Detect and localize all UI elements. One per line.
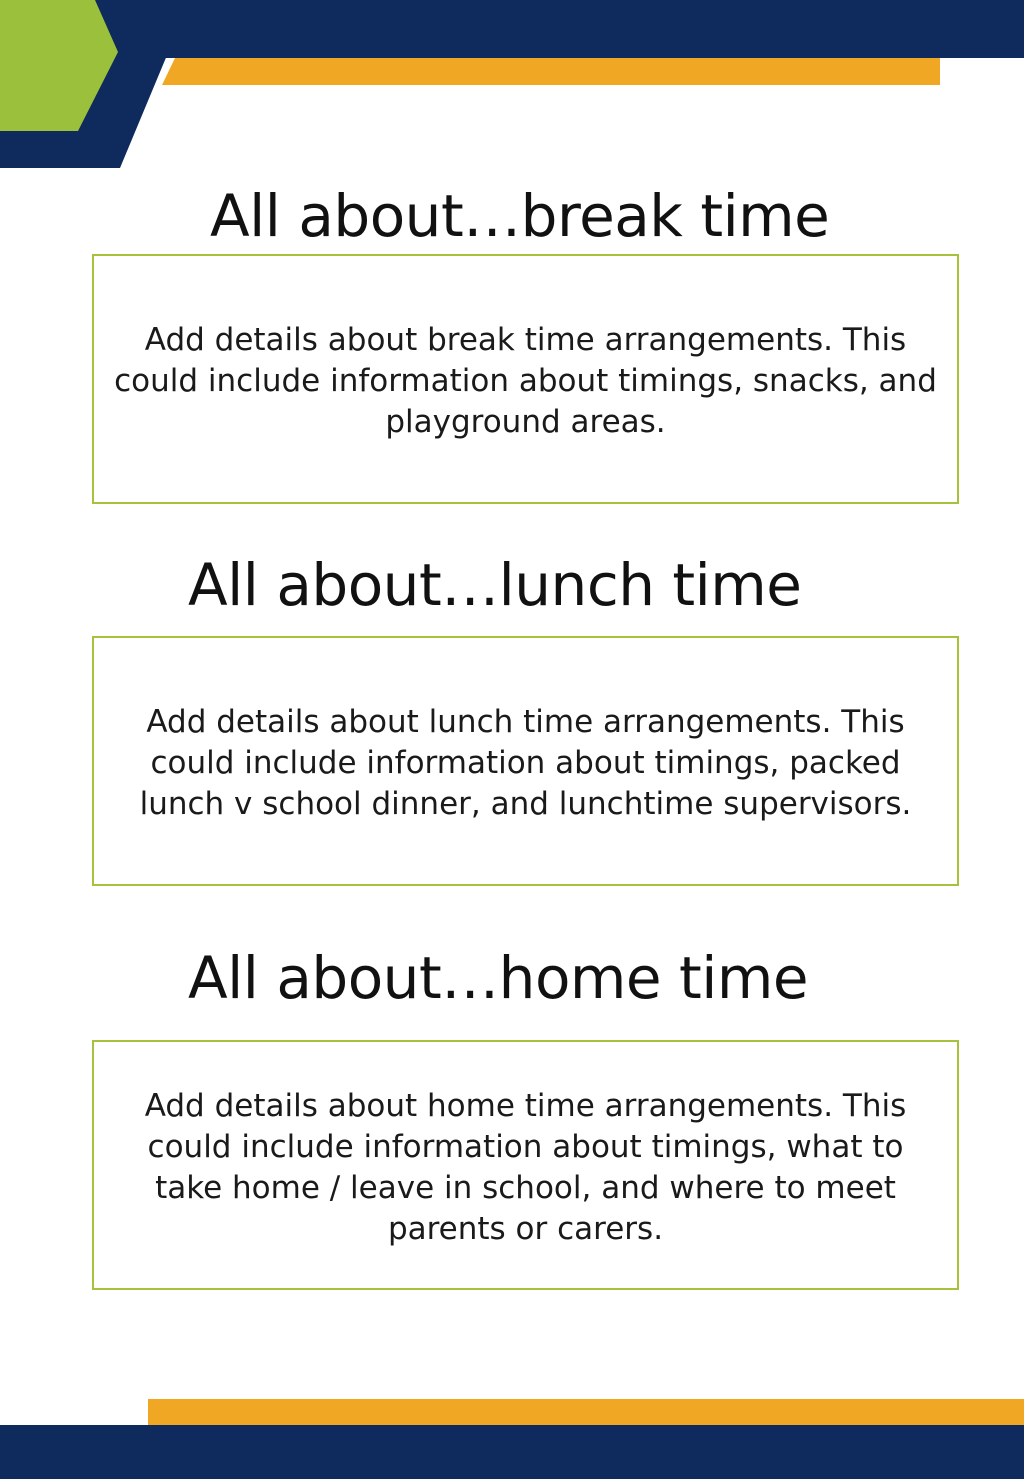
header-orange-stripe: [162, 58, 940, 85]
break-time-details: Add details about break time arrangements. This could include information about timings, snacks, and playground areas.: [114, 322, 937, 440]
footer-orange-stripe: [148, 1399, 1024, 1425]
home-time-title: All about…home time: [188, 944, 809, 1012]
lunch-time-details: Add details about lunch time arrangements. This could include information about timings, packed lunch v school dinner, and lunchtime supervisors.: [139, 704, 912, 822]
lunch-time-box: [92, 636, 959, 886]
footer-navy-band: [0, 1425, 1024, 1479]
home-time-box: [92, 1040, 959, 1290]
home-time-details: Add details about home time arrangements. This could include information about timings, what to take home / leave in school, and where to meet parents or carers.: [144, 1088, 907, 1247]
break-time-title: All about…break time: [210, 182, 830, 250]
break-time-box: [92, 254, 959, 504]
lunch-time-title: All about…lunch time: [188, 551, 802, 619]
header-banner: [0, 0, 1024, 170]
footer-banner: [0, 1395, 1024, 1479]
